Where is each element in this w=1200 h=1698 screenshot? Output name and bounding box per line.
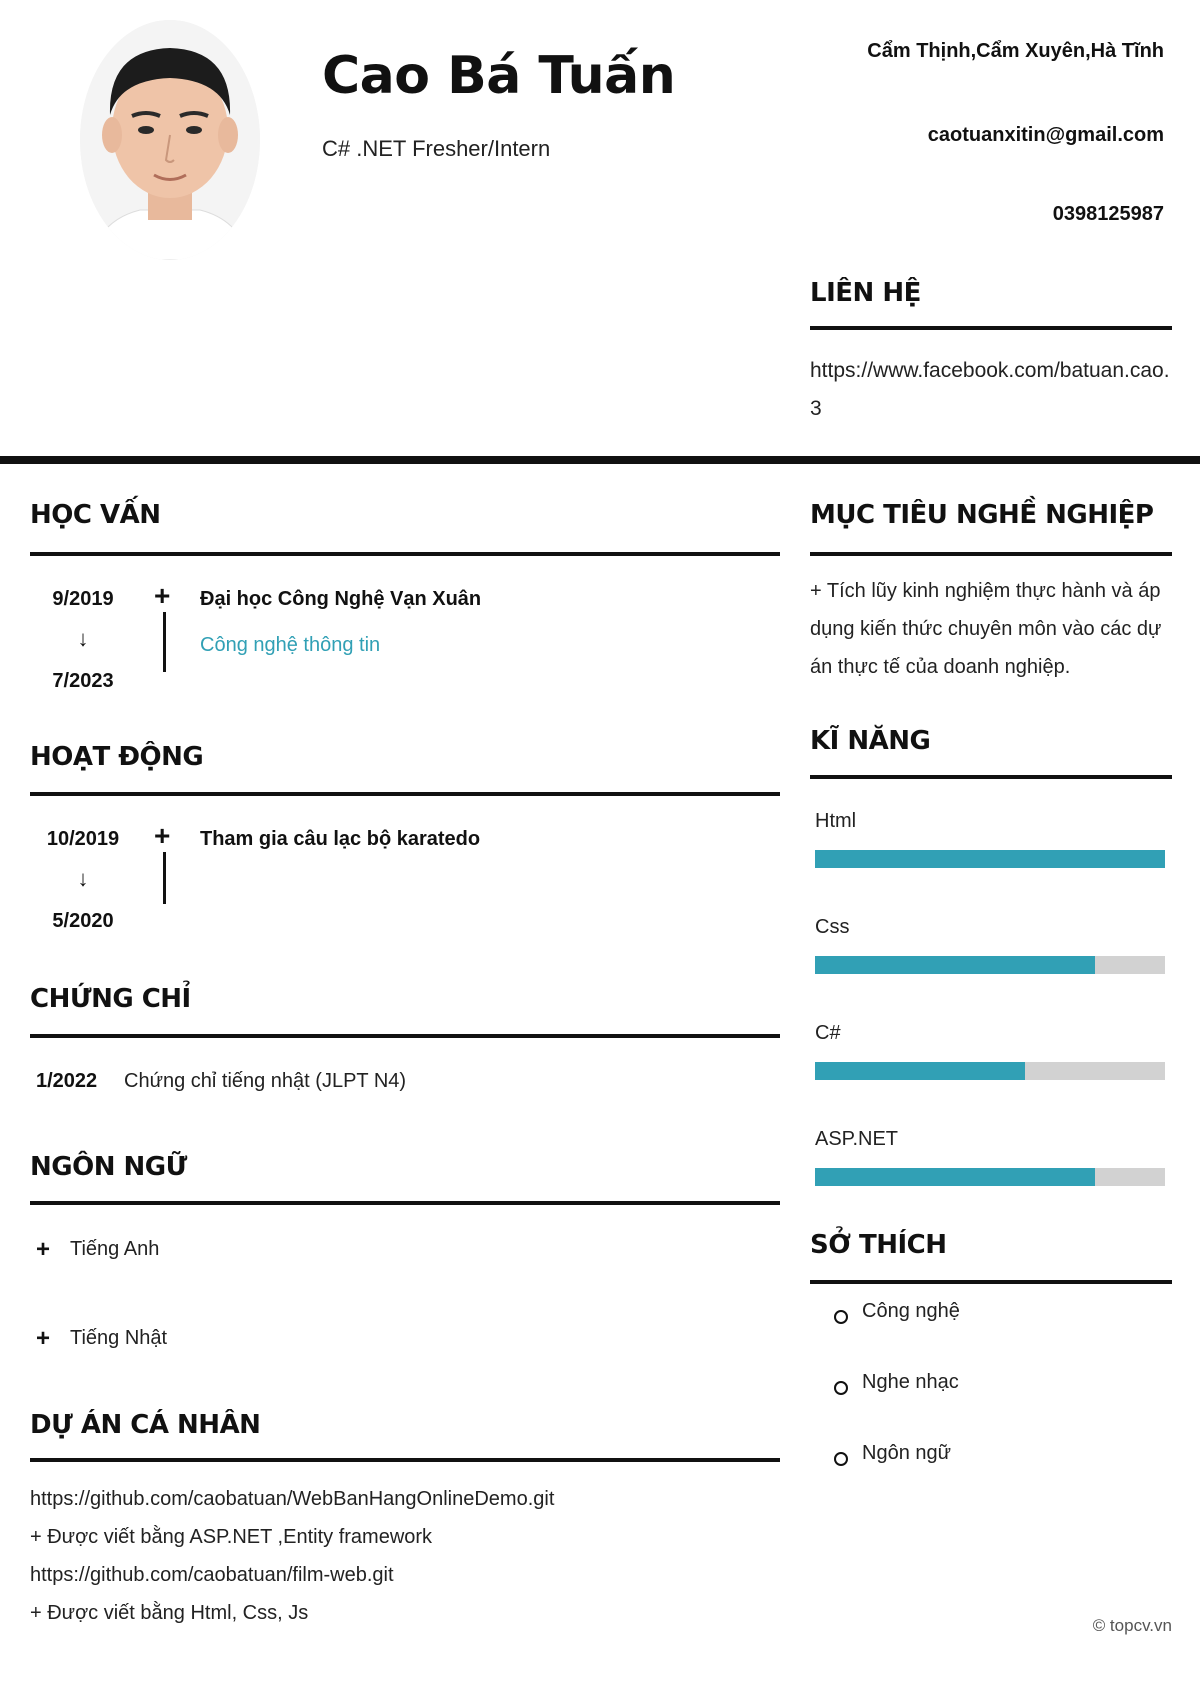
candidate-name: Cao Bá Tuấn [322,46,676,106]
bullet-icon [834,1381,848,1395]
language-item: Tiếng Anh [70,1238,160,1260]
project-link[interactable]: https://github.com/caobatuan/film-web.git [30,1564,394,1586]
plus-icon: + [154,580,171,611]
projects-section-title: DỰ ÁN CÁ NHÂN [30,1410,261,1440]
skills-section-title: KĨ NĂNG [810,726,931,756]
skill-name: C# [815,1022,841,1044]
plus-icon: + [36,1236,51,1263]
plus-icon: + [36,1325,51,1352]
project-description: + Được viết bằng ASP.NET ,Entity framework [30,1526,433,1548]
avatar-photo [80,20,260,260]
skill-bar-fill [815,1062,1025,1080]
email-text: caotuanxitin@gmail.com [927,124,1164,146]
timeline-bar [163,852,166,904]
phone-text: 0398125987 [1052,203,1164,225]
skill-bar-fill [815,850,1165,868]
skill-name: Html [815,810,857,832]
activity-start-date: 10/2019 [46,828,120,850]
hobby-item: Ngôn ngữ [862,1442,952,1464]
plus-icon: + [154,820,171,851]
bullet-icon [834,1310,848,1324]
address-text: Cẩm Thịnh,Cẩm Xuyên,Hà Tĩnh [867,40,1164,62]
footer-credit: © topcv.vn [1092,1616,1172,1635]
project-description: + Được viết bằng Html, Css, Js [30,1602,309,1624]
objective-text: + Tích lũy kinh nghiệm thực hành và áp dụng kiến thức chuyên môn vào các dự án thực tế của doanh nghiệp. [810,580,1162,678]
certificates-section-title: CHỨNG CHỈ [30,984,191,1014]
skill-name: Css [815,916,850,938]
certificate-name: Chứng chỉ tiếng nhật (JLPT N4) [124,1070,407,1092]
header-divider [0,456,1200,464]
contact-section-divider [810,326,1172,330]
certificate-date: 1/2022 [36,1070,98,1092]
certificates-section-divider [30,1034,780,1038]
education-major: Công nghệ thông tin [200,634,381,656]
projects-section-divider [30,1458,780,1462]
hobbies-section-divider [810,1280,1172,1284]
activities-section-title: HOẠT ĐỘNG [30,742,204,772]
timeline-bar [163,612,166,672]
project-link[interactable]: https://github.com/caobatuan/WebBanHangOnlineDemo.git [30,1488,555,1510]
contact-section-title: LIÊN HỆ [810,278,921,308]
language-item: Tiếng Nhật [70,1327,168,1349]
avatar-image [80,20,260,260]
activities-section-divider [30,792,780,796]
languages-section-divider [30,1201,780,1205]
objective-section-divider [810,552,1172,556]
languages-section-title: NGÔN NGỮ [30,1152,187,1182]
hobby-item: Công nghệ [862,1300,960,1322]
skill-name: ASP.NET [815,1128,898,1150]
activity-end-date: 5/2020 [52,910,114,932]
candidate-position: C# .NET Fresher/Intern [322,136,551,161]
hobby-item: Nghe nhạc [862,1371,959,1393]
education-start-date: 9/2019 [52,588,114,610]
facebook-link[interactable]: https://www.facebook.com/batuan.cao.3 [810,359,1170,420]
skill-bar-fill [815,956,1095,974]
education-school: Đại học Công Nghệ Vạn Xuân [200,588,482,610]
skills-section-divider [810,775,1172,779]
arrow-down-icon: ↓ [77,866,89,891]
objective-section-title: MỤC TIÊU NGHỀ NGHIỆP [810,500,1154,530]
education-end-date: 7/2023 [52,670,114,692]
activity-name: Tham gia câu lạc bộ karatedo [200,828,481,850]
hobbies-section-title: SỞ THÍCH [810,1230,947,1260]
education-section-title: HỌC VẤN [30,500,161,530]
education-section-divider [30,552,780,556]
arrow-down-icon: ↓ [77,626,89,651]
bullet-icon [834,1452,848,1466]
skill-bar-fill [815,1168,1095,1186]
